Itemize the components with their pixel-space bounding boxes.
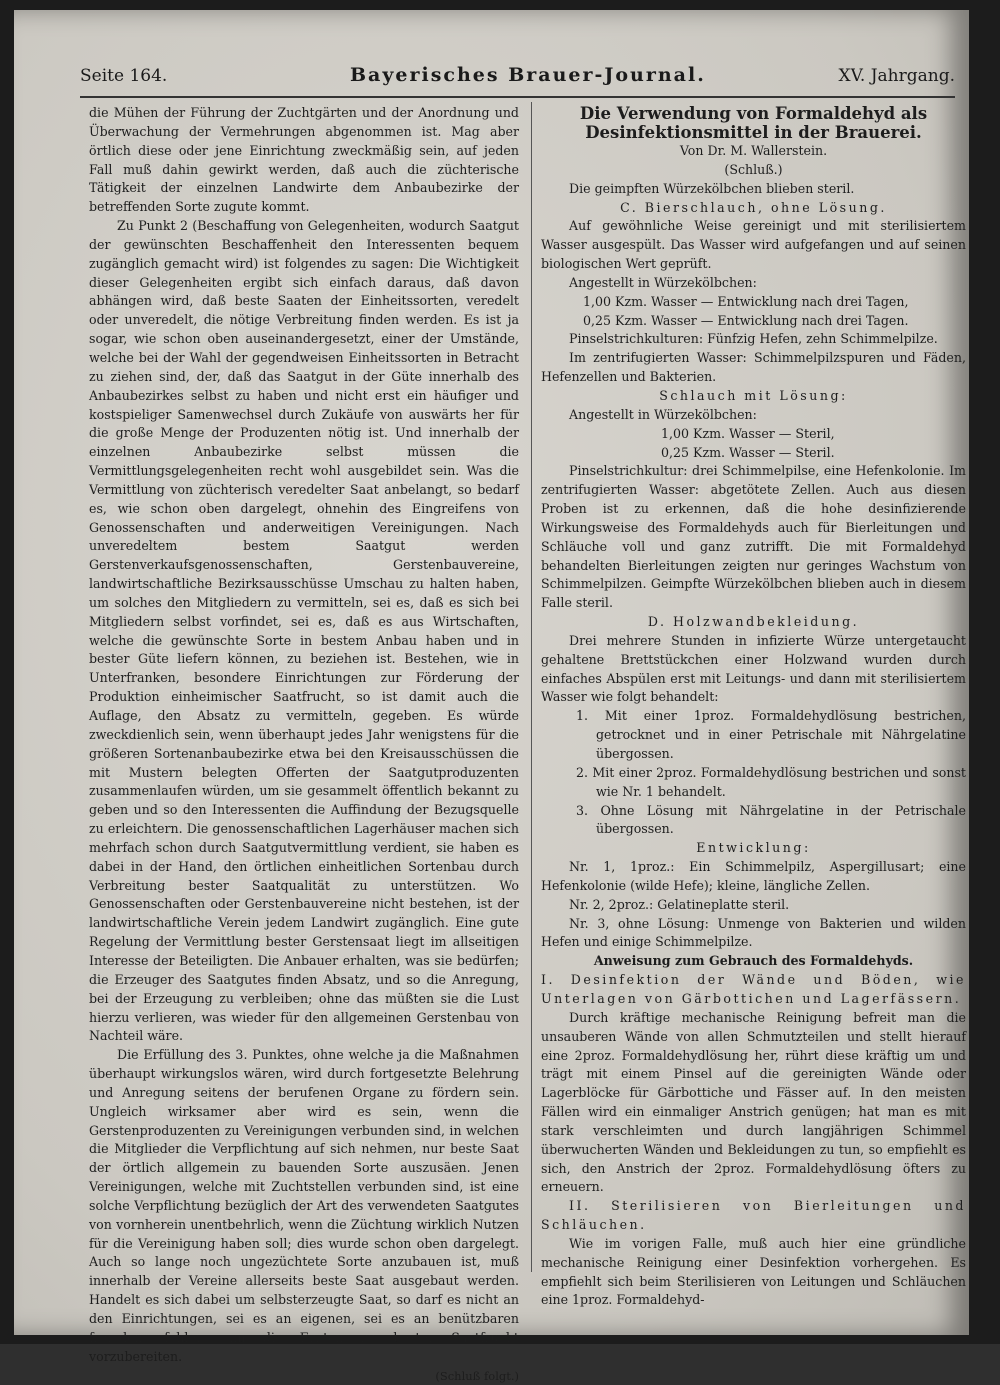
- sterile-note: Die geimpften Würzekölbchen blieben steril.: [569, 180, 855, 196]
- section-d-heading: D. Holzwandbekleidung.: [647, 614, 860, 630]
- right-column: [541, 104, 966, 1310]
- header-rule: [80, 96, 955, 98]
- section-i-text: Durch kräftige mechanische Reinigung befreit man die unsauberen Wände von allen Schmutzteilen und stellt hierauf eine 2proz. Formaldehydlösung her, rührt diese kräftig um und trägt mit einem Pinsel auf die gereinigten Wände oder Lagerblöcke für Gärbottiche und Fässer auf. In den meisten Fällen wird ein einmaliger Anstrich genügen; hat man es mit stark verschleimten und durch langjährigen Schimmel überwucherten Wänden und Bekleidungen zu tun, so empfiehlt es sich, den Anstrich der 2proz. Formaldehydlösung öfters zu erneuern.: [541, 1009, 966, 1195]
- section-c-heading: C. Bierschlauch, ohne Lösung.: [620, 199, 887, 215]
- section-c-text: Auf gewöhnliche Weise gereinigt und mit sterilisiertem Wasser ausgespült. Das Wasser wird aufgefangen und auf seinen biologischen Wert geprüft.: [541, 218, 966, 272]
- page-header: [80, 66, 955, 94]
- conclusion-marker: (Schluß.): [724, 161, 783, 177]
- left-paragraph-3: Die Erfüllung des 3. Punktes, ohne welche ja die Maßnahmen überhaupt wirkungslos wären, wird durch fortgesetzte Belehrung und Anregung seitens der berufenen Organe zu fördern sein. Ungleich wirksamer aber wird es sein, wenn die Gerstenproduzenten zu Vereinigungen verbunden sind, in welchen die Mitglieder die Verpflichtung auf sich nehmen, nur beste Saat der örtlich allgemein zu bauenden Sorte auszusäen. Jenen Vereinigungen, welche mit Zuchtstellen verbunden sind, ist eine solche Verpflichtung bezüglich der Art des verwendeten Saatgutes von vornherein unentbehrlich, wenn die Züchtung wirklich Nutzen für die Vereinigung haben soll; dies wurde schon oben dargelegt. Auch so lange noch ungezüchtete Sorte anzubauen ist, muß innerhalb der Vereine allerseits beste Saat ausgebaut werden. Handelt es sich dabei um selbsterzeugte Saat, so darf es nicht an den Einrichtungen, sei es an eigenen, sei es an benützbaren fremden, fehlen, um die Ernten zu bester Saatfrucht vorzubereiten.: [89, 1047, 519, 1364]
- page-number: Seite 164.: [80, 66, 168, 86]
- development-line: Nr. 1, 1proz.: Ein Schimmelpilz, Aspergillusart; eine Hefenkolonie (wilde Hefe); kleine, längliche Zellen.: [541, 859, 966, 893]
- article-author: Von Dr. M. Wallerstein.: [679, 143, 828, 158]
- setup-2: Angestellt in Würzekölbchen:: [569, 406, 757, 422]
- list-item: 1. Mit einer 1proz. Formaldehydlösung bestrichen, getrocknet und in einer Petrischale mit Nährgelatine übergossen.: [576, 708, 966, 761]
- culture-1: Pinselstrichkulturen: Fünfzig Hefen, zehn Schimmelpilze.: [569, 331, 938, 347]
- section-d-text: Drei mehrere Stunden in infizierte Würze untergetaucht gehaltene Brettstückchen einer Holzwand wurden durch einfaches Abspülen erst mit Leitungs- und dann mit sterilisiertem Wasser wie folgt behandelt:: [541, 632, 966, 705]
- instructions-heading: Anweisung zum Gebrauch des Formaldehyds.: [593, 953, 914, 969]
- setup-1-b: 0,25 Kzm. Wasser — Entwicklung nach drei Tagen.: [583, 312, 909, 328]
- setup-1-a: 1,00 Kzm. Wasser — Entwicklung nach drei Tagen,: [583, 293, 909, 309]
- left-paragraph-2: Zu Punkt 2 (Beschaffung von Gelegenheiten, wodurch Saatgut der gewünschten Beschaffenheit den Interessenten bequem zugänglich gemacht wird) ist folgendes zu sagen: Die Wichtigkeit dieser Gelegenheiten ergibt sich einfach daraus, daß davon abhängen wird, daß beste Saaten der Einheitssorten, veredelt oder unveredelt, die nötige Verbreitung finden werden. Es ist ja sogar, wie schon oben auseinandergesetzt, einer der Umstände, welche bei der Wahl der gegendweisen Einheitssorten in Betracht zu ziehen sind, der, daß das Saatgut in der Güte innerhalb des Anbaubezirkes selbst zu haben und nicht erst ein häufiger und kostspieliger Samenwechsel durch Zukäufe von auswärts her für die große Menge der Produzenten nötig ist. Und innerhalb der einzelnen Anbaubezirke selbst müssen die Vermittlungsgelegenheiten recht wohl ausgebildet sein. Was die Vermittlung von züchterisch veredelter Saat anbelangt, so bedarf es, wie schon oben dargelegt, ohnehin des Eingreifens von Genossenschaften und anderweitigen Vereinigungen. Nach unveredeltem bestem Saatgut werden Gerstenverkaufsgenossenschaften, Gerstenbauvereine, landwirtschaftliche Bezirksausschüsse Umschau zu halten haben, um solches den Mitgliedern zu vermitteln, sei es, daß es sich bei Mitgliedern selbst vorfindet, sei es, daß es aus Wirtschaften, welche die gewünschte Sorte in bestem Anbau haben und in bester Güte liefern können, zu beziehen ist. Bestehen, wie in Unterfranken, besondere Einrichtungen zur Förderung der Produktion einheimischer Saatfrucht, so ist damit auch die Auflage, den Absatz zu vermitteln, gegeben. Es würde zweckdienlich sein, wenn überhaupt jedes Jahr wenigstens für die größeren Sortenanbaubezirke etwa bei den Kreisausschüssen die mit Mustern belegten Offerten der Saatgutproduzenten zusammenlaufen würden, um sie gesammelt öffentlich bekannt zu geben und so den Interessenten die Auffindung der Bezugsquelle zu erleichtern. Die genossenschaftlichen Lagerhäuser machen sich mehrfach schon durch Saatgutvermittlung verdient, sie haben es dabei in der Hand, den örtlichen einheitlichen Sortenbau durch Verbreitung bester Saatqualität zu unterstützen. Wo Genossenschaften oder Gerstenbauvereine nicht bestehen, ist der landwirtschaftliche Verein jedem Landwirt zugänglich. Eine gute Regelung der Vermittlung bester Gerstensaat liegt im allseitigen Interesse der Beteiligten. Die Anbauer erhalten, was sie bedürfen; die Erzeuger des Saatgutes finden Absatz, und so die Anregung, bei der Erzeugung zu verbleiben; ohne das müßten sie die Lust hierzu verlieren, was wieder für den allgemeinen Gerstenbau von Nachteil wäre.: [89, 218, 519, 1044]
- setup-2-a: 1,00 Kzm. Wasser — Steril,: [661, 425, 835, 441]
- centrifuge-1: Im zentrifugierten Wasser: Schimmelpilzspuren und Fäden, Hefenzellen und Bakterien.: [541, 350, 966, 385]
- section-ii-heading: II. Sterilisieren von Bierleitungen und Schläuchen.: [541, 1198, 966, 1233]
- section-ii-text: Wie im vorigen Falle, muß auch hier eine gründliche mechanische Reinigung einer Desinfektion vorhergehen. Es empfiehlt sich beim Sterilisieren von Leitungen und Schläuchen eine 1proz. Formaldehyd-: [541, 1235, 966, 1308]
- volume-label: XV. Jahrgang.: [838, 66, 955, 86]
- culture-2: Pinselstrichkultur: drei Schimmelpilse, eine Hefenkolonie. Im zentrifugierten Wasser: abgetötete Zellen. Auch aus diesen Proben ist zu erkennen, daß die hohe desinfizierende Wirkungsweise des Formaldehyds auch für Bierleitungen und Schläuche voll und ganz zutrifft. Die mit Formaldehyd behandelten Bierleitungen zeigten nur geringes Wachstum von Schimmelpilzen. Geimpfte Würzekölbchen blieben auch in diesem Falle steril.: [541, 463, 966, 611]
- journal-title: Bayerisches Brauer-Journal.: [350, 64, 706, 86]
- setup-2-b: 0,25 Kzm. Wasser — Steril.: [661, 444, 835, 460]
- column-divider: [531, 102, 532, 1272]
- development-line: Nr. 3, ohne Lösung: Unmenge von Bakterien und wilden Hefen und einige Schimmelpilze.: [541, 915, 966, 950]
- hose-heading: Schlauch mit Lösung:: [659, 387, 848, 403]
- list-item: 2. Mit einer 2proz. Formaldehydlösung bestrichen und sonst wie Nr. 1 behandelt.: [576, 764, 966, 799]
- section-i-heading: I. Desinfektion der Wände und Böden, wie Unterlagen von Gärbottichen und Lagerfässern.: [541, 972, 966, 1006]
- development-heading: Entwicklung:: [696, 840, 811, 856]
- list-item: 3. Ohne Lösung mit Nährgelatine in der Petrischale übergossen.: [576, 802, 966, 837]
- development-line: Nr. 2, 2proz.: Gelatineplatte steril.: [569, 896, 790, 912]
- setup-1: Angestellt in Würzekölbchen:: [569, 274, 757, 290]
- article-title: Die Verwendung von Formaldehyd als Desinfektionsmittel in der Brauerei.: [579, 104, 928, 142]
- left-column: [89, 104, 519, 1385]
- left-paragraph-1: die Mühen der Führung der Zuchtgärten und der Anordnung und Überwachung der Vermehrungen abgenommen ist. Mag aber örtlich diese oder jene Einrichtung zweckmäßig sein, auf jeden Fall muß dahin gewirkt werden, daß auch die züchterische Tätigkeit der einzelnen Landwirte dem Anbaubezirke der betreffenden Sorte zugute kommt.: [89, 105, 519, 215]
- continuation-note: (Schluß folgt.): [435, 1368, 519, 1383]
